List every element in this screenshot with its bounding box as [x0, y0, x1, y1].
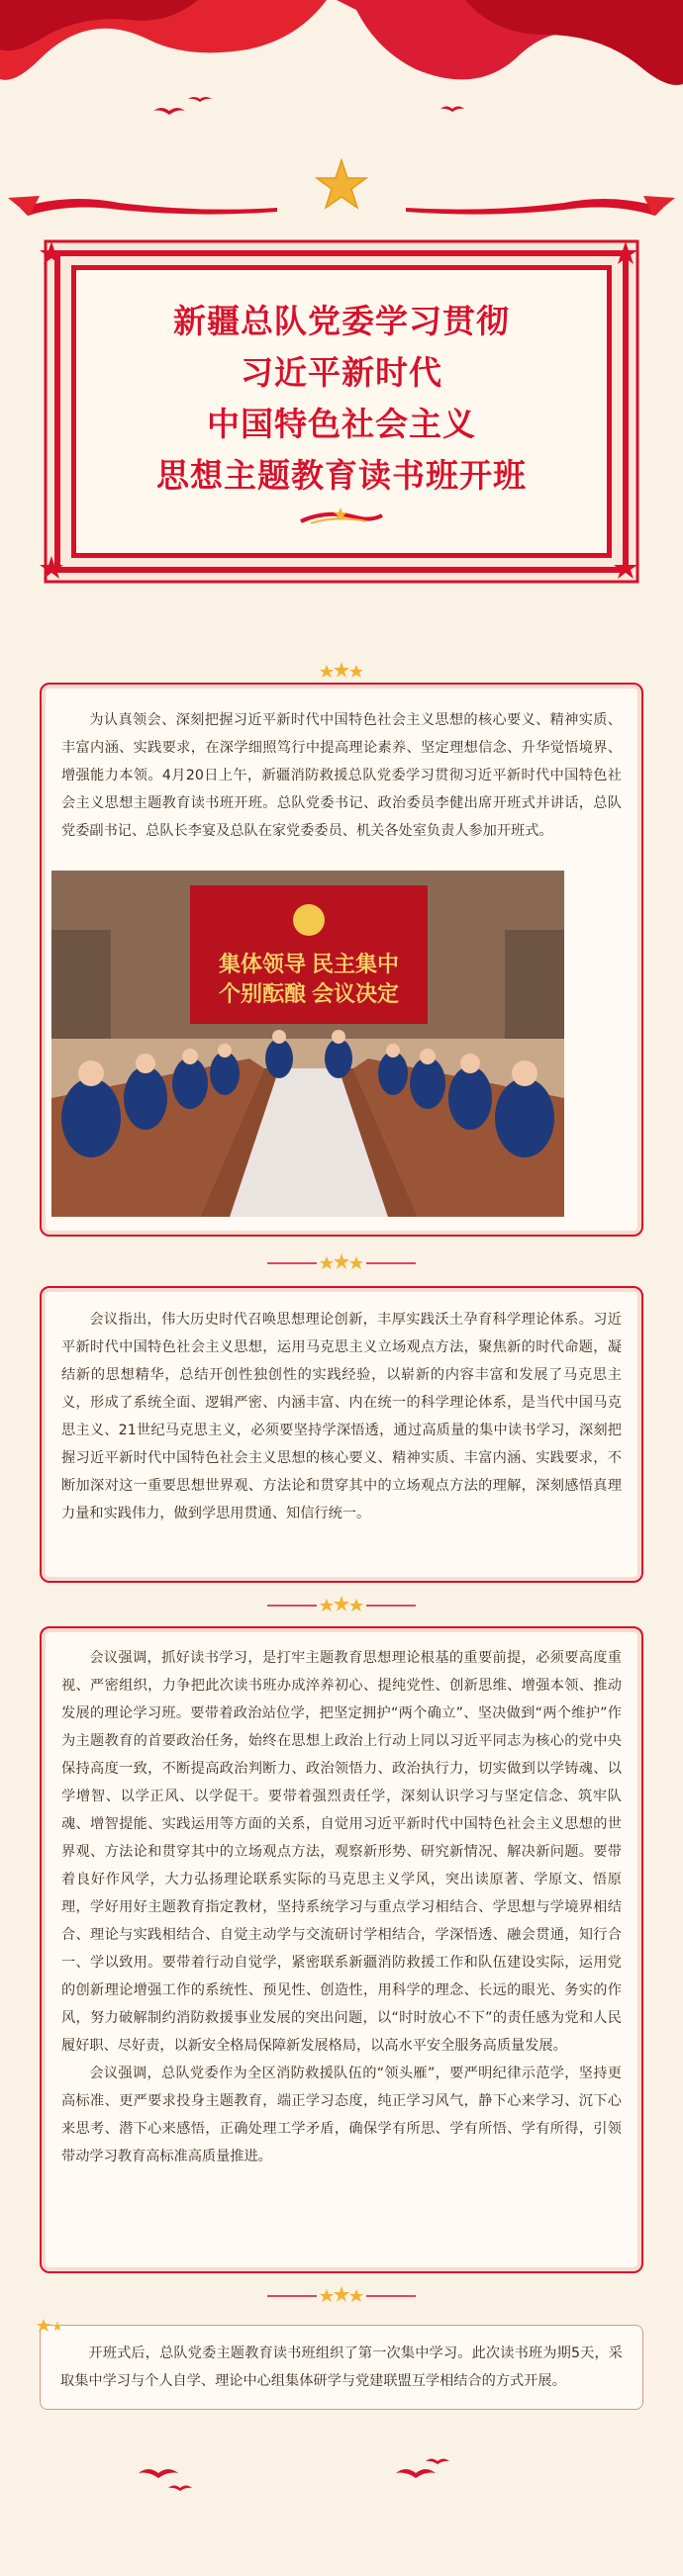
section-3	[40, 1626, 643, 2273]
section-2	[40, 1286, 643, 1583]
title-line-1: 新疆总队党委学习贯彻	[173, 302, 510, 340]
header-decoration	[0, 0, 683, 257]
photo-banner-line-2: 个别酝酿 会议决定	[218, 981, 400, 1006]
section-1-paragraph: 为认真领会、深刻把握习近平新时代中国特色社会主义思想的核心要义、精神实质、丰富内涵、实践要求，在深学细照笃行中提高理论素养、坚定理想信念、升华觉悟境界、增强能力本领。4月20日上午，新疆消防救援总队党委学习贯彻习近平新时代中国特色社会主义思想主题教育读书班开班。总队党委书记、政治委员李健出席开班式并讲话，总队党委副书记、总队长李宴及总队在家党委委员、机关各处室负责人参加开班式。	[61, 712, 622, 839]
page-title	[71, 265, 612, 558]
title-line-2: 习近平新时代	[241, 353, 442, 392]
birds-top-icon	[153, 97, 464, 115]
divider-stars-icon	[0, 1591, 683, 1620]
closing-paragraph: 开班式后，总队党委主题教育读书班组织了第一次集中学习。此次读书班为期5天，采取集中学习与个人自学、理论中心组集体研学与党建联盟互学相结合的方式开展。	[60, 2346, 623, 2389]
divider-stars-icon	[0, 2281, 683, 2311]
title-line-4: 思想主题教育读书班开班	[156, 456, 527, 495]
gold-star-icon	[315, 158, 368, 212]
section-3-paragraph-2: 会议强调，总队党委作为全区消防救援队伍的“领头雁”，要严明纪律示范学，坚持更高标准、更严要求投身主题教育，端正学习态度，纯正学习风气，静下心来学习、沉下心来思考、潜下心来感悟，正确处理工学矛盾，确保学有所思、学有所悟、学有所得，引领带动学习教育高标准高质量推进。	[61, 2066, 622, 2164]
section-3-paragraph-1: 会议强调，抓好读书学习，是打牢主题教育思想理论根基的重要前提，必须要高度重视、严密组织，力争把此次读书班办成淬养初心、提纯党性、创新思维、增强本领、推动发展的理论学习班。要带着政治站位学，把坚定拥护“两个确立”、坚决做到“两个维护”作为主题教育的首要政治任务，始终在思想上政治上行动上同以习近平同志为核心的党中央保持高度一致，不断提高政治判断力、政治领悟力、政治执行力，切实做到以学铸魂、以学增智、以学正风、以学促干。要带着强烈责任学，深刻认识学习与坚定信念、筑牢队魂、增智提能、实践运用等方面的关系，自觉用习近平新时代中国特色社会主义思想的世界观、方法论和贯穿其中的立场观点方法，观察新形势、研究新情况、解决新问题。要带着良好作风学，大力弘扬理论联系实际的马克思主义学风，突出读原著、学原文、悟原理，学好用好主题教育指定教材，坚持系统学习与重点学习相结合、学思想与学境界相结合、理论与实践相结合、自觉主动学与交流研讨学相结合，学深悟透、融会贯通，知行合一、学以致用。要带着行动自觉学，紧密联系新疆消防救援工作和队伍建设实际，运用党的创新理论增强工作的系统性、预见性、创造性，用科学的理念、长远的眼光、务实的作风，努力破解制约消防救援事业发展的突出问题，以“时时放心不下”的责任感为党和人民履好职、尽好责，以新安全格局保障新发展格局，以高水平安全服务高质量发展。	[61, 1650, 622, 2054]
photo-banner-line-1: 集体领导 民主集中	[218, 952, 400, 976]
section-2-paragraph: 会议指出，伟大历史时代召唤思想理论创新，丰厚实践沃土孕育科学理论体系。习近平新时代中国特色社会主义思想，运用马克思主义立场观点方法，聚焦新的时代命题，凝结新的思想精华，总结开创性独创性的实践经验，以崭新的内容丰富和发展了马克思主义，形成了系统全面、逻辑严密、内涵丰富、内在统一的科学理论体系，是当代中国马克思主义、21世纪马克思主义，必须要坚持学深悟透，通过高质量的集中读书学习，深刻把握习近平新时代中国特色社会主义思想的核心要义、精神实质、丰富内涵、实践要求，不断加深对这一重要思想世界观、方法论和贯穿其中的立场观点方法的理解，深刻感悟真理力量和实践伟力，做到学思用贯通、知信行统一。	[61, 1312, 622, 1521]
meeting-photo	[51, 871, 564, 1217]
title-line-3: 中国特色社会主义	[207, 405, 476, 443]
corner-stars-icon	[36, 2317, 65, 2337]
divider-stars-icon	[0, 1248, 683, 1278]
birds-bottom-icon	[0, 2443, 683, 2503]
ribbon-icon	[297, 506, 386, 527]
closing-section	[40, 2325, 643, 2410]
